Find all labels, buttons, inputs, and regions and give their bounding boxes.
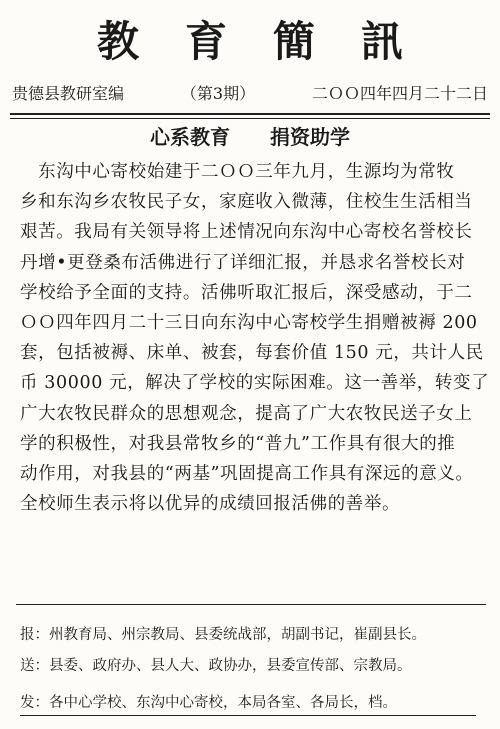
article-line: 东沟中心寄校始建于二ＯＯ三年九月，生源均为常牧: [20, 162, 455, 182]
article-title: 心系教育 捐资助学: [150, 125, 350, 149]
article-line: 动作用，对我县的“两基”巩固提高工作具有深远的意义。: [20, 464, 474, 485]
report-to-line: 报：州教育局、州宗教局、县委统战部，胡副书记，崔副县长。: [20, 627, 426, 643]
issue-number: （第3期）: [180, 84, 256, 103]
article-line: 币 30000 元，解决了学校的实际困难。这一善举，转变了: [20, 373, 490, 394]
article-line: ＯＯ四年四月二十三日向东沟中心寄校学生捐赠被褥 200: [20, 313, 478, 334]
masthead-title: 教育簡訊: [96, 17, 449, 66]
header-rule-thin: [10, 118, 490, 119]
article-line: 学校给予全面的支持。活佛听取汇报后，深受感动，于二: [20, 282, 473, 303]
article-line: 艰苦。我局有关领导将上述情况向东沟中心寄校名誉校长: [20, 222, 473, 243]
article-line: 丹增•更登桑布活佛进行了详细汇报，并恳求名誉校长对: [20, 252, 466, 273]
article-line: 全校师生表示将以优异的成绩回报活佛的善举。: [20, 494, 401, 515]
editor-name: 贵德县教研室编: [12, 84, 125, 103]
header-rule-thick: [10, 113, 490, 115]
issue-to-line: 发：各中心学校、东沟中心寄校，本局各室、各局长，档。: [20, 692, 476, 716]
article-line: 套，包括被褥、床单、被套，每套价值 150 元，共计人民: [20, 343, 484, 364]
article-line: 广大农牧民群众的思想观念，提高了广大农牧民送子女上: [20, 403, 473, 424]
issue-date: 二ＯＯ四年四月二十二日: [311, 84, 488, 103]
send-to-line: 送：县委、政府办、县人大、政协办，县委宣传部、宗教局。: [20, 658, 412, 674]
article-body: [20, 157, 490, 519]
footer-rule: [16, 604, 486, 605]
article-line: 学的积极性，对我县常牧乡的“普九”工作具有很大的推: [20, 433, 456, 454]
article-line: 乡和东沟乡农牧民子女，家庭收入微薄，住校生生活相当: [20, 192, 473, 213]
issue-info-line: [12, 82, 488, 106]
